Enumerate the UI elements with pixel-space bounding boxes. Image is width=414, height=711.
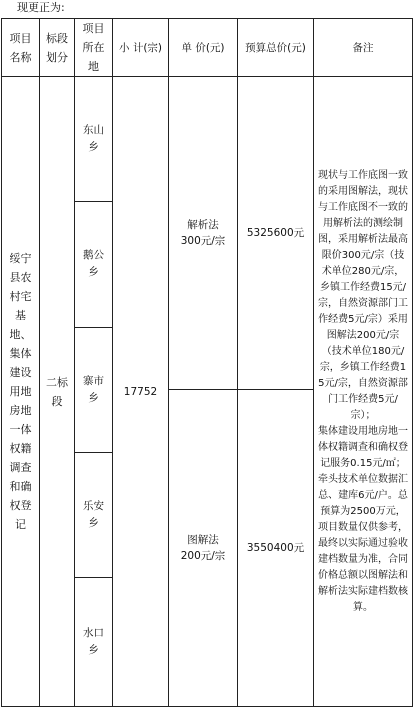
method-price: 300元/宗 (180, 234, 226, 247)
unit-price-cell (169, 77, 238, 390)
remarks-cell (314, 77, 413, 707)
header-row (2, 19, 413, 77)
town-cell: 东山乡 (75, 77, 113, 202)
budget-total-cell: 3550400元 (238, 389, 314, 707)
town-cell: 鹅公乡 (75, 202, 113, 327)
section-cell: 二标段 (40, 77, 75, 707)
unit-price-cell (169, 389, 238, 707)
remark-paragraph: 牵头技术单位数据汇总、建库6元/户。总预算为2500万元，项目数量仅供参考，最终以实际通过验收建档数量为准，合同价格总额以图解法和解析法实际建档数核算。 (318, 473, 408, 613)
method-name: 解析法 (187, 218, 219, 231)
subtotal-cell: 17752 (113, 77, 169, 707)
remark-paragraph: 集体建设用地房地一体权籍调查和确权登记服务0.15元/㎡； (318, 425, 408, 469)
header-remarks: 备注 (314, 19, 413, 77)
table-row (2, 77, 413, 202)
header-project-name: 项目名称 (2, 19, 40, 77)
town-cell: 寨市乡 (75, 327, 113, 452)
remark-paragraph: 现状与工作底图一致的采用图解法，现状与工作底图不一致的用解析法的测绘制图，采用解析法最高限价300元/宗（技术单位280元/宗，乡镇工作经费15元/宗，自然资源部门工作经费5元/宗）采用图解法200元/宗（技术单位180元/宗，乡镇工作经费15元/宗，自然资源部门工作经费5元/宗）； (318, 169, 408, 421)
header-unit-price: 单 价(元) (169, 19, 238, 77)
town-cell: 乐安乡 (75, 452, 113, 577)
project-name-cell: 绥宁县农村宅基地、集体建设用地房地一体权籍调查和确权登记 (2, 77, 40, 707)
header-location: 项目所在地 (75, 19, 113, 77)
header-budget-total: 预算总价(元) (238, 19, 314, 77)
header-section: 标段划分 (40, 19, 75, 77)
intro-text: 现更正为: (17, 1, 65, 14)
method-name: 图解法 (187, 533, 219, 546)
method-price: 200元/宗 (180, 549, 226, 562)
header-subtotal: 小 计(宗) (113, 19, 169, 77)
budget-total-cell: 5325600元 (238, 77, 314, 390)
budget-table (1, 18, 413, 707)
town-cell: 水口乡 (75, 577, 113, 706)
